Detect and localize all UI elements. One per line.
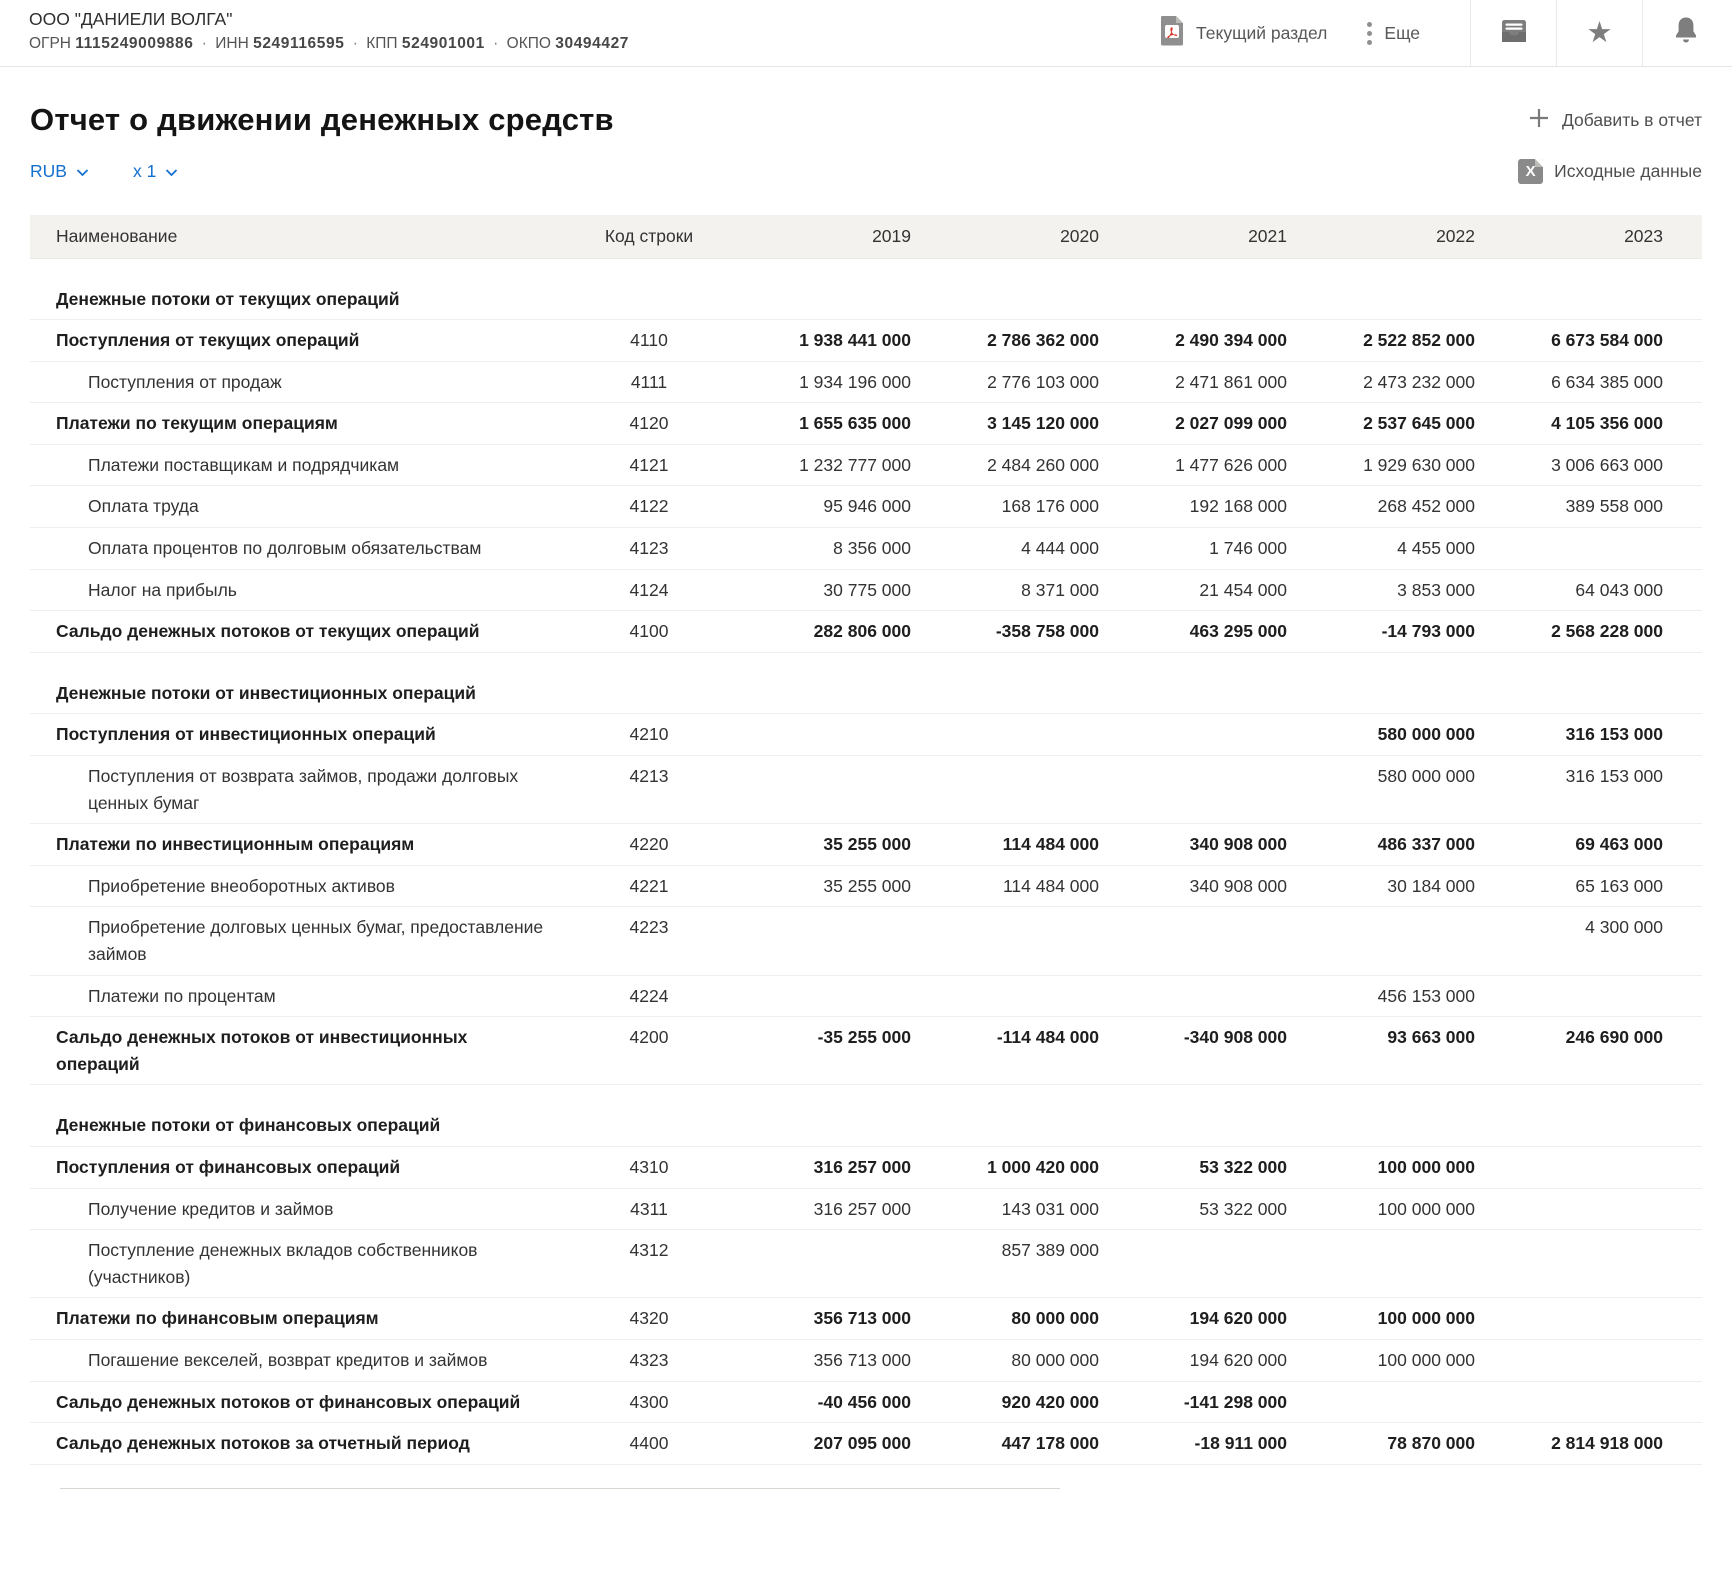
row-value: 2 490 394 000 (1175, 330, 1287, 351)
row-value: 2 473 232 000 (1363, 371, 1475, 392)
row-value (1100, 1085, 1288, 1147)
row-name: Платежи по инвестиционным операциям (56, 834, 415, 855)
row-value (724, 258, 912, 320)
row-value: 316 257 000 (813, 1156, 911, 1177)
row-value: 356 713 000 (813, 1349, 911, 1370)
col-year-2021: 2021 (1100, 215, 1288, 258)
row-value: 100 000 000 (1377, 1198, 1475, 1219)
row-value: 194 620 000 (1189, 1308, 1287, 1329)
bottom-partial-divider (60, 1488, 1060, 1489)
row-code: 4210 (629, 724, 669, 745)
row-name: Поступления от возврата займов, продажи долговых ценных бумаг (88, 766, 519, 813)
row-value: 486 337 000 (1377, 834, 1475, 855)
multiplier-value: x 1 (132, 161, 157, 181)
row-value: 35 255 000 (823, 834, 911, 855)
table-row[interactable] (30, 1423, 1702, 1465)
row-value (912, 652, 1100, 714)
row-value: 53 322 000 (1199, 1198, 1287, 1219)
row-value: -40 456 000 (817, 1391, 911, 1412)
table-row[interactable] (30, 320, 1702, 362)
row-value (912, 907, 1100, 975)
row-value (912, 258, 1100, 320)
row-code (574, 652, 724, 714)
reg-value: 524901001 (401, 35, 485, 52)
row-value: -358 758 000 (995, 621, 1099, 642)
row-code: 4223 (629, 917, 669, 938)
row-name: Сальдо денежных потоков от текущих операций (56, 621, 480, 642)
bell-icon (1673, 16, 1699, 50)
reg-label: КПП (366, 35, 398, 52)
row-code: 4100 (629, 621, 669, 642)
row-value: -114 484 000 (996, 1027, 1099, 1048)
row-name: Платежи по текущим операциям (56, 413, 338, 434)
row-value (724, 975, 912, 1017)
row-value (912, 756, 1100, 824)
row-value: 30 775 000 (823, 579, 911, 600)
row-value: 194 620 000 (1189, 1349, 1287, 1370)
row-value: 3 853 000 (1397, 579, 1475, 600)
row-value (1476, 1339, 1664, 1381)
row-value: -14 793 000 (1381, 621, 1475, 642)
row-value (1476, 1298, 1664, 1340)
table-row[interactable] (30, 403, 1702, 445)
row-name: Сальдо денежных потоков от инвестиционных операций (56, 1027, 468, 1074)
row-value: 8 371 000 (1021, 579, 1099, 600)
row-code: 4323 (629, 1349, 669, 1370)
row-value: 2 568 228 000 (1551, 621, 1663, 642)
col-name: Наименование (30, 215, 574, 258)
row-value: -35 255 000 (817, 1027, 911, 1048)
row-value: 4 455 000 (1397, 538, 1475, 559)
table-row[interactable] (30, 756, 1702, 824)
pdf-icon (1159, 15, 1186, 51)
row-value: 1 000 420 000 (987, 1156, 1099, 1177)
report-page (0, 102, 1732, 1489)
row-value: 93 663 000 (1387, 1027, 1475, 1048)
row-code: 4320 (629, 1308, 669, 1329)
row-value: 8 356 000 (833, 538, 911, 559)
row-value: 1 655 635 000 (799, 413, 911, 434)
row-code: 4220 (629, 834, 669, 855)
row-code (574, 258, 724, 320)
row-value: 1 477 626 000 (1175, 454, 1287, 475)
row-value: 580 000 000 (1377, 766, 1475, 787)
dot-separator: · (493, 35, 499, 52)
row-value (724, 907, 912, 975)
row-value: 1 938 441 000 (799, 330, 911, 351)
dot-separator: · (201, 35, 207, 52)
row-value (1288, 1381, 1476, 1423)
row-value: 3 006 663 000 (1551, 454, 1663, 475)
row-value: 192 168 000 (1189, 496, 1287, 517)
col-year-2020: 2020 (912, 215, 1100, 258)
row-value: 3 145 120 000 (987, 413, 1099, 434)
row-code: 4120 (629, 413, 669, 434)
row-name: Поступления от финансовых операций (56, 1156, 401, 1177)
row-value (724, 756, 912, 824)
source-data-button[interactable] (1518, 159, 1702, 184)
more-label: Еще (1384, 22, 1420, 43)
table-row[interactable] (30, 1339, 1702, 1381)
kebab-icon (1367, 22, 1372, 45)
table-row[interactable] (30, 1230, 1702, 1298)
row-name: Поступления от продаж (88, 371, 282, 392)
row-value: 78 870 000 (1387, 1433, 1475, 1454)
row-name: Платежи по финансовым операциям (56, 1308, 379, 1329)
row-code: 4200 (629, 1027, 669, 1048)
row-value: 340 908 000 (1189, 834, 1287, 855)
table-row[interactable] (30, 714, 1702, 756)
row-code: 4111 (630, 371, 668, 392)
reg-label: ОГРН (29, 35, 71, 52)
row-name: Денежные потоки от финансовых операций (56, 1115, 441, 1136)
row-value (1476, 652, 1664, 714)
table-row[interactable] (30, 1381, 1702, 1423)
row-code: 4110 (630, 330, 668, 351)
col-year-2019: 2019 (724, 215, 912, 258)
reg-label: ИНН (215, 35, 249, 52)
row-name: Приобретение долговых ценных бумаг, предоставление займов (88, 917, 544, 964)
row-value: 456 153 000 (1377, 985, 1475, 1006)
table-row[interactable] (30, 1085, 1702, 1147)
row-value: 316 257 000 (813, 1198, 911, 1219)
row-value: 6 634 385 000 (1551, 371, 1663, 392)
page-title: Отчет о движении денежных средств (30, 102, 614, 137)
row-value (1476, 975, 1664, 1017)
row-value (1476, 258, 1664, 320)
row-value (1100, 652, 1288, 714)
table-row[interactable] (30, 824, 1702, 866)
row-name: Платежи поставщикам и подрядчикам (88, 454, 400, 475)
top-header (0, 0, 1732, 67)
row-name: Денежные потоки от инвестиционных операций (56, 682, 476, 703)
table-row[interactable] (30, 611, 1702, 653)
row-value: 30 184 000 (1387, 875, 1475, 896)
row-name: Поступление денежных вкладов собственников (участников) (88, 1240, 478, 1287)
add-to-report-button[interactable] (1527, 106, 1702, 135)
excel-icon: X (1518, 159, 1543, 184)
more-button[interactable] (1367, 22, 1420, 45)
row-value: 114 484 000 (1002, 834, 1099, 855)
table-row[interactable] (30, 486, 1702, 528)
row-value: 1 929 630 000 (1363, 454, 1475, 475)
row-value: 2 776 103 000 (987, 371, 1099, 392)
row-name: Налог на прибыль (88, 579, 237, 600)
row-value (1100, 756, 1288, 824)
row-value (1100, 907, 1288, 975)
row-name: Сальдо денежных потоков за отчетный период (56, 1433, 470, 1454)
row-code: 4213 (629, 766, 669, 787)
table-row[interactable] (30, 865, 1702, 907)
row-code (574, 1085, 724, 1147)
table-row[interactable] (30, 907, 1702, 975)
row-value (724, 1085, 912, 1147)
company-name: ООО "ДАНИЕЛИ ВОЛГА" (29, 9, 233, 29)
table-row[interactable] (30, 1146, 1702, 1188)
col-code: Код строки (574, 215, 724, 258)
row-value: 1 232 777 000 (799, 454, 911, 475)
row-value: 35 255 000 (823, 875, 911, 896)
row-value: 65 163 000 (1575, 875, 1663, 896)
row-value (1476, 1085, 1664, 1147)
row-value: 246 690 000 (1565, 1027, 1663, 1048)
table-row[interactable] (30, 1188, 1702, 1230)
row-name: Приобретение внеоборотных активов (88, 875, 395, 896)
table-row[interactable] (30, 975, 1702, 1017)
inbox-button[interactable] (1470, 0, 1556, 66)
row-code: 4122 (629, 496, 669, 517)
row-value: 1 934 196 000 (799, 371, 911, 392)
row-value (1288, 907, 1476, 975)
row-value (1100, 714, 1288, 756)
row-name: Получение кредитов и займов (88, 1198, 334, 1219)
multiplier-dropdown[interactable] (133, 161, 178, 182)
favorites-button[interactable] (1556, 0, 1642, 66)
pdf-export-button[interactable] (1159, 15, 1327, 51)
table-row[interactable] (30, 1298, 1702, 1340)
row-value: 356 713 000 (813, 1308, 911, 1329)
row-value: 143 031 000 (1001, 1198, 1099, 1219)
row-code: 4300 (629, 1391, 669, 1412)
reg-label: ОКПО (506, 35, 551, 52)
row-value (1100, 975, 1288, 1017)
row-value: 100 000 000 (1377, 1156, 1475, 1177)
row-value (724, 1230, 912, 1298)
row-value: 53 322 000 (1199, 1156, 1287, 1177)
row-code: 4123 (629, 538, 669, 559)
star-icon: ★ (1586, 16, 1613, 49)
row-value: 2 484 260 000 (987, 454, 1099, 475)
row-value: 2 027 099 000 (1175, 413, 1287, 434)
row-value (912, 1085, 1100, 1147)
row-value (1288, 258, 1476, 320)
row-value (1476, 1188, 1664, 1230)
row-value (1100, 258, 1288, 320)
row-value: 4 105 356 000 (1551, 413, 1663, 434)
row-name: Денежные потоки от текущих операций (56, 288, 400, 309)
row-value (1476, 1230, 1664, 1298)
row-value: 447 178 000 (1001, 1433, 1099, 1454)
row-value: 316 153 000 (1565, 766, 1663, 787)
row-value (1288, 652, 1476, 714)
header-toolbar (1159, 0, 1728, 66)
table-row[interactable] (30, 361, 1702, 403)
row-value: 2 537 645 000 (1363, 413, 1475, 434)
row-value: 2 786 362 000 (987, 330, 1099, 351)
row-value: 268 452 000 (1377, 496, 1475, 517)
currency-dropdown[interactable] (30, 161, 89, 182)
row-value (724, 652, 912, 714)
row-value: 6 673 584 000 (1551, 330, 1663, 351)
row-value: 95 946 000 (823, 496, 911, 517)
table-row[interactable] (30, 652, 1702, 714)
row-name: Оплата труда (88, 496, 199, 517)
dot-separator: · (352, 35, 358, 52)
row-value (912, 975, 1100, 1017)
row-value: 1 746 000 (1209, 538, 1287, 559)
row-value (1476, 1381, 1664, 1423)
row-value: 4 444 000 (1021, 538, 1099, 559)
table-body (30, 258, 1702, 1464)
row-value: 580 000 000 (1377, 724, 1475, 745)
row-value (724, 714, 912, 756)
row-value (1476, 1146, 1664, 1188)
col-year-2022: 2022 (1288, 215, 1476, 258)
row-value: 920 420 000 (1001, 1391, 1099, 1412)
reg-value: 1115249009886 (75, 35, 194, 52)
currency-value: RUB (30, 161, 67, 181)
source-data-label: Исходные данные (1554, 161, 1702, 181)
row-value: 80 000 000 (1011, 1349, 1099, 1370)
row-value: 168 176 000 (1001, 496, 1099, 517)
chevron-down-icon (76, 161, 89, 182)
table-row[interactable] (30, 258, 1702, 320)
row-code: 4311 (630, 1198, 668, 1219)
table-header-row (30, 215, 1702, 258)
row-value (912, 714, 1100, 756)
row-value: 282 806 000 (813, 621, 911, 642)
row-code: 4221 (629, 875, 669, 896)
row-value (1100, 1230, 1288, 1298)
row-value: -141 298 000 (1183, 1391, 1287, 1412)
table-row[interactable] (30, 569, 1702, 611)
row-value: 64 043 000 (1575, 579, 1663, 600)
row-value: 69 463 000 (1575, 834, 1663, 855)
row-value: 100 000 000 (1377, 1308, 1475, 1329)
inbox-icon (1499, 18, 1529, 49)
row-value: 340 908 000 (1189, 875, 1287, 896)
chevron-down-icon (165, 161, 178, 182)
row-value: 207 095 000 (813, 1433, 911, 1454)
row-code: 4121 (629, 454, 669, 475)
row-value: 114 484 000 (1002, 875, 1099, 896)
row-name: Оплата процентов по долговым обязательствам (88, 538, 482, 559)
row-value (1476, 528, 1664, 570)
table-row[interactable] (30, 444, 1702, 486)
row-code: 4310 (629, 1156, 669, 1177)
row-value: -340 908 000 (1183, 1027, 1287, 1048)
row-name: Поступления от текущих операций (56, 330, 360, 351)
row-value: 80 000 000 (1011, 1308, 1099, 1329)
report-table (30, 215, 1702, 1465)
row-value (1288, 1230, 1476, 1298)
row-name: Платежи по процентам (88, 985, 276, 1006)
add-to-report-label: Добавить в отчет (1561, 109, 1702, 130)
table-row[interactable] (30, 1017, 1702, 1085)
col-year-2023: 2023 (1476, 215, 1664, 258)
reg-value: 30494427 (555, 35, 630, 52)
row-value: 2 522 852 000 (1363, 330, 1475, 351)
row-value: 316 153 000 (1565, 724, 1663, 745)
pdf-export-label: Текущий раздел (1196, 22, 1328, 43)
row-value: 100 000 000 (1377, 1349, 1475, 1370)
row-value: 21 454 000 (1199, 579, 1287, 600)
table-row[interactable] (30, 528, 1702, 570)
row-name: Погашение векселей, возврат кредитов и займов (88, 1349, 488, 1370)
row-code: 4312 (629, 1240, 669, 1261)
row-value: 4 300 000 (1585, 917, 1663, 938)
row-value: 2 814 918 000 (1551, 1433, 1663, 1454)
row-value (1288, 1085, 1476, 1147)
row-code: 4124 (629, 579, 669, 600)
row-value: -18 911 000 (1194, 1433, 1287, 1454)
reg-value: 5249116595 (253, 35, 345, 52)
row-value: 857 389 000 (1001, 1240, 1099, 1261)
row-code: 4400 (629, 1433, 669, 1454)
row-code: 4224 (629, 985, 669, 1006)
notifications-button[interactable] (1642, 0, 1728, 66)
row-value: 2 471 861 000 (1175, 371, 1287, 392)
plus-icon (1527, 106, 1551, 135)
row-value: 389 558 000 (1565, 496, 1663, 517)
col-spacer (1664, 215, 1702, 258)
row-name: Поступления от инвестиционных операций (56, 724, 436, 745)
row-value: 463 295 000 (1189, 621, 1287, 642)
row-name: Сальдо денежных потоков от финансовых операций (56, 1391, 521, 1412)
